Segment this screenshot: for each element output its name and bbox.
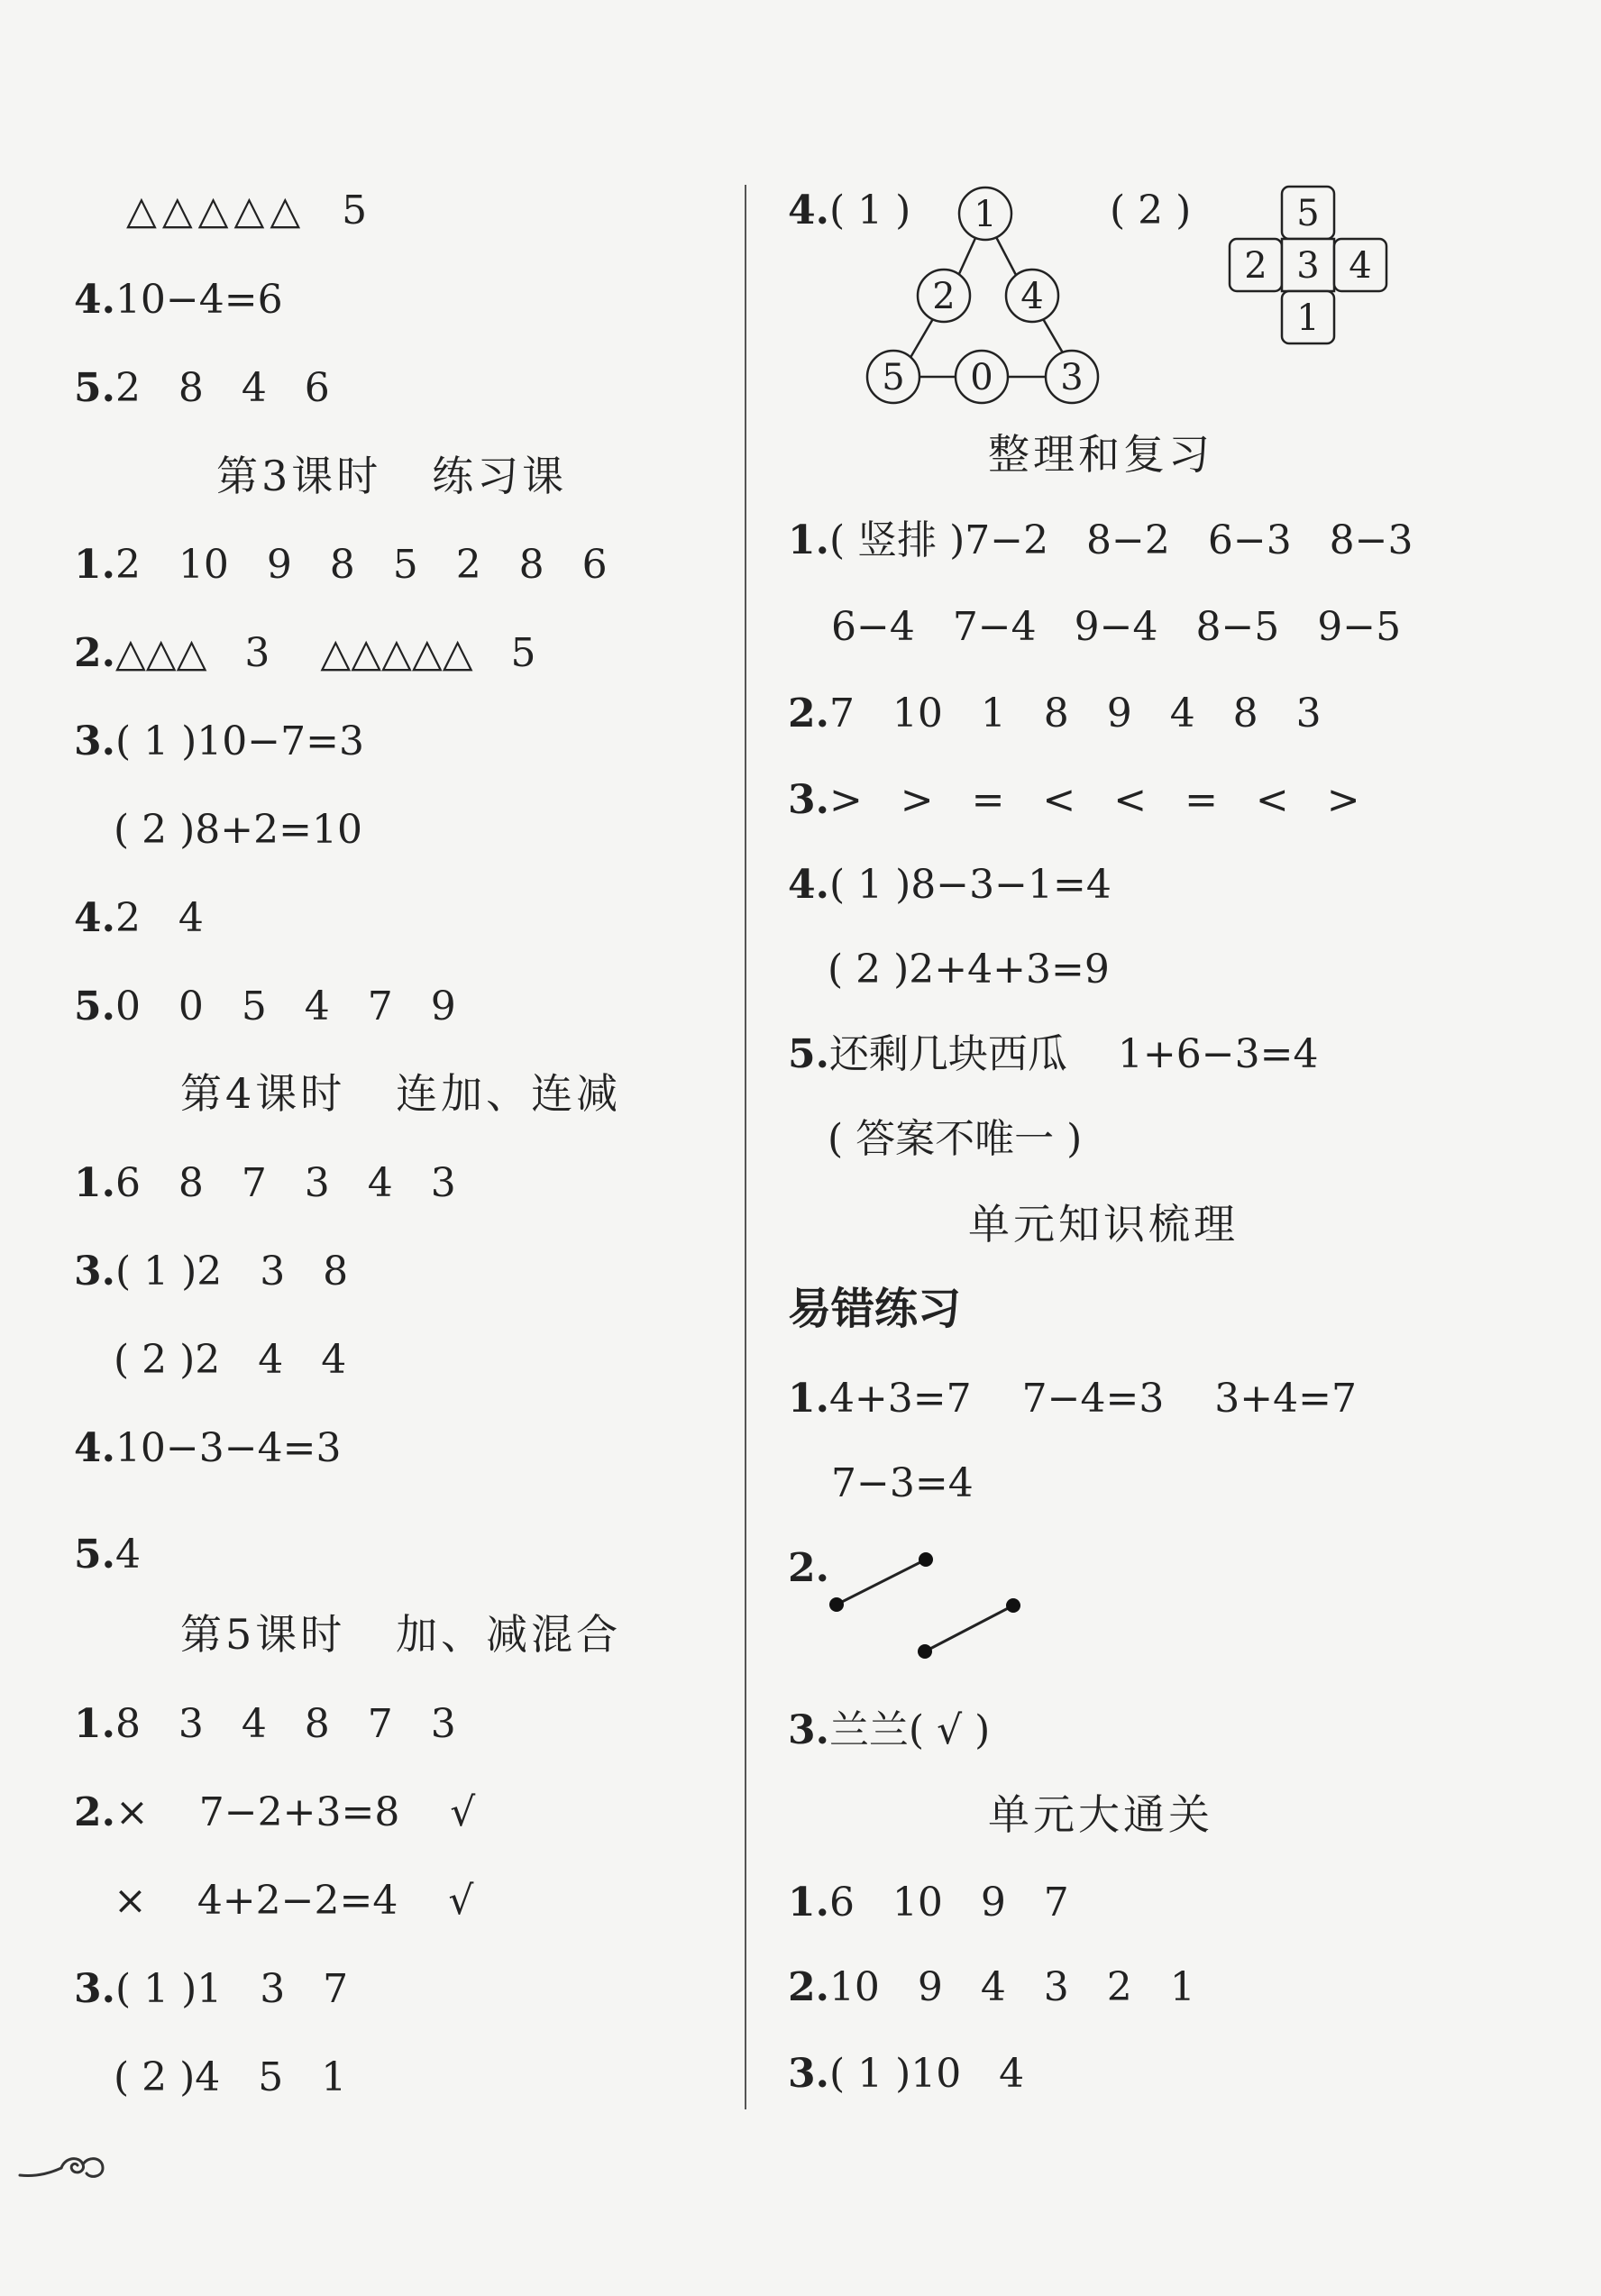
lesson3-answer-1: 1.2 10 9 8 5 2 8 6: [74, 542, 608, 588]
lesson5-answer-2a: 2.× 7−2+3=8 √: [74, 1789, 476, 1835]
knowledge-summary-heading: 单元知识梳理: [968, 1200, 1239, 1249]
triangle-node-bottom-right-value: 3: [1060, 357, 1084, 398]
lesson5-answer-3b: ( 2 )4 5 1: [114, 2054, 347, 2100]
lesson3-answer-4: 4.2 4: [74, 895, 204, 941]
match-dot: [918, 1644, 932, 1659]
triangle-node-top-value: 1: [974, 194, 997, 235]
lesson-4-heading: 第4课时 连加、连减: [180, 1069, 622, 1118]
review-answer-3: 3.> > = < < = < >: [788, 777, 1360, 823]
cross-cell-bottom-value: 1: [1296, 297, 1320, 339]
lesson4-answer-4: 4.10−3−4=3: [74, 1425, 342, 1471]
triangle-answer-line: △△△△△ 5: [126, 188, 373, 233]
mistakes-answer-1a: 1.4+3=7 7−4=3 3+4=7: [788, 1376, 1357, 1422]
triangle-node-bottom-left-value: 5: [882, 357, 905, 398]
lesson3-answer-5: 5.0 0 5 4 7 9: [74, 983, 456, 1029]
mistakes-answer-3: 3.兰兰( √ ): [788, 1707, 991, 1753]
cross-grid-diagram: [1226, 185, 1390, 349]
cross-cell-center-value: 3: [1296, 245, 1320, 287]
matching-lines-diagram: [826, 1550, 1015, 1668]
lesson3-answer-3b: ( 2 )8+2=10: [114, 807, 363, 853]
review-answer-1b: 6−4 7−4 9−4 8−5 9−5: [831, 604, 1402, 650]
match-dot: [919, 1552, 933, 1567]
cloud-ornament-icon: [18, 2150, 108, 2186]
answer-4: 4.10−4=6: [74, 277, 283, 323]
lesson-3-heading: 第3课时 练习课: [216, 452, 568, 500]
lesson5-answer-1: 1.8 3 4 8 7 3: [74, 1701, 456, 1747]
mistakes-practice-heading: 易错练习: [788, 1284, 962, 1334]
review-answer-5a: 5.还剩几块西瓜 1+6−3=4: [788, 1031, 1319, 1077]
lesson-5-heading: 第5课时 加、减混合: [180, 1610, 622, 1659]
review-answer-4a: 4.( 1 )8−3−1=4: [788, 862, 1112, 908]
answer-5: 5.2 8 4 6: [74, 365, 330, 411]
triangle-node-mid-left-value: 2: [932, 276, 956, 317]
review-answer-1a: 1.( 竖排 )7−2 8−2 6−3 8−3: [788, 517, 1413, 563]
review-answer-2: 2.7 10 1 8 9 4 8 3: [788, 691, 1322, 736]
unit-answer-1: 1.6 10 9 7: [788, 1880, 1069, 1926]
unit-answer-3a: 3.( 1 )10 4: [788, 2051, 1025, 2097]
triangle-node-bottom-mid-value: 0: [970, 357, 993, 398]
unit-test-heading: 单元大通关: [988, 1790, 1213, 1839]
lesson3-answer-2: 2.△△△ 3 △△△△△ 5: [74, 630, 536, 676]
match-dot: [829, 1597, 844, 1612]
column-divider: [745, 185, 746, 2109]
unit-answer-2: 2.10 9 4 3 2 1: [788, 1964, 1195, 2010]
cross-cell-left-value: 2: [1244, 245, 1267, 287]
lesson5-answer-2b: × 4+2−2=4 √: [114, 1878, 474, 1924]
mistakes-answer-1b: 7−3=4: [831, 1460, 974, 1506]
match-dot: [1006, 1598, 1020, 1613]
cross-cell-right-value: 4: [1349, 245, 1372, 287]
lesson4-answer-5: 5.4: [74, 1532, 141, 1578]
review-answer-5b: ( 答案不唯一 ): [828, 1116, 1083, 1162]
lesson4-answer-3a: 3.( 1 )2 3 8: [74, 1249, 349, 1294]
review-answer-4b: ( 2 )2+4+3=9: [828, 947, 1110, 992]
answer-4-label-1: 4.( 1 ): [788, 188, 911, 233]
mistakes-answer-2: 2.: [788, 1545, 829, 1591]
answer-4-label-2: ( 2 ): [1110, 188, 1192, 233]
triangle-number-diagram: [862, 180, 1159, 415]
cross-cell-top-value: 5: [1296, 193, 1320, 234]
lesson5-answer-3a: 3.( 1 )1 3 7: [74, 1966, 349, 2012]
lesson3-answer-3a: 3.( 1 )10−7=3: [74, 718, 364, 764]
lesson4-answer-1: 1.6 8 7 3 4 3: [74, 1160, 456, 1206]
triangle-node-mid-right-value: 4: [1020, 276, 1044, 317]
review-heading: 整理和复习: [988, 430, 1213, 479]
lesson4-answer-3b: ( 2 )2 4 4: [114, 1337, 347, 1383]
